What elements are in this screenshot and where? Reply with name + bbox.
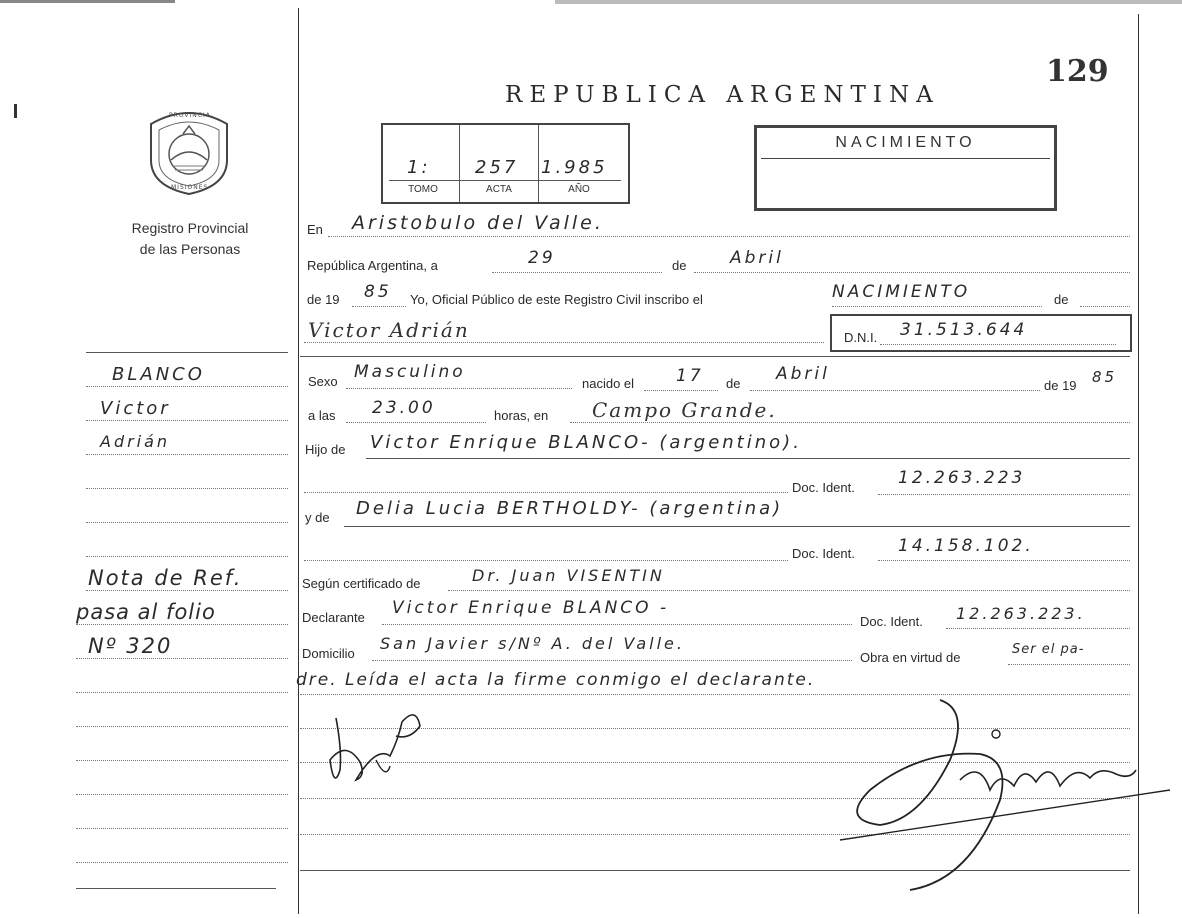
seal-lettering-bottom: MISIONES [171, 184, 209, 191]
de-label-2: de [1054, 292, 1069, 307]
record-number-box [381, 123, 630, 204]
margin-note-1: Nota de Ref. [88, 566, 243, 590]
hijo-label: Hijo de [305, 442, 346, 457]
hour-value: 23.00 [372, 398, 436, 418]
dni-value: 31.513.644 [900, 320, 1028, 340]
folio-number: 129 [1046, 54, 1109, 89]
ano-value: 1.985 [541, 157, 608, 178]
dni-label: D.N.I. [844, 330, 878, 345]
birth-year-suffix: 85 [1092, 368, 1118, 386]
official-signature [800, 690, 1170, 900]
sexo-label: Sexo [308, 374, 338, 389]
margin-surname: BLANCO [112, 364, 205, 385]
mother-value: Delia Lucia BERTHOLDY- (argentina) [356, 498, 784, 519]
page-left-border [298, 8, 299, 914]
declarante-value: Victor Enrique BLANCO - [392, 598, 670, 618]
birth-month: Abril [776, 364, 830, 384]
tomo-label: TOMO [408, 184, 438, 195]
record-type-box [754, 125, 1057, 211]
declarante-label: Declarante [302, 610, 365, 625]
place-value: Aristobulo del Valle. [352, 212, 604, 234]
registry-line-2: de las Personas [139, 241, 241, 257]
obra-label: Obra en virtud de [860, 650, 961, 665]
margin-note-2: pasa al folio [76, 600, 216, 624]
registry-name [90, 218, 290, 260]
year-suffix: 85 [364, 282, 392, 302]
country-title: REPUBLICA ARGENTINA [505, 82, 940, 108]
birth-day: 17 [676, 366, 704, 386]
mother-doc-label: Doc. Ident. [792, 546, 855, 561]
margin-note-3: Nº 320 [88, 634, 173, 658]
margin-second-name: Adrián [100, 432, 171, 451]
provincial-seal [143, 104, 235, 196]
top-edge-shadow [0, 0, 175, 3]
registry-line-1: Registro Provincial [131, 220, 249, 236]
acta-value: 257 [475, 157, 519, 178]
yo-text: Yo, Oficial Público de este Registro Civil inscribo el [410, 292, 703, 307]
seal-lettering: PROVINCIA [169, 112, 211, 119]
father-doc-label: Doc. Ident. [792, 480, 855, 495]
margin-first-name: Victor [100, 398, 171, 419]
republica-label: República Argentina, a [307, 258, 438, 273]
father-doc-value: 12.263.223 [898, 468, 1026, 488]
declarante-doc-value: 12.263.223. [956, 604, 1086, 623]
record-type-label: NACIMIENTO [835, 134, 976, 151]
obra-value: Ser el pa- [1012, 642, 1085, 657]
nacido-label: nacido el [582, 376, 635, 391]
sexo-value: Masculino [354, 362, 466, 382]
father-value: Victor Enrique BLANCO- (argentino). [370, 432, 802, 453]
horas-label: horas, en [494, 408, 549, 423]
tomo-value: 1: [407, 157, 431, 178]
inscription-type: NACIMIENTO [832, 282, 971, 302]
segun-label: Según certificado de [302, 576, 421, 591]
acta-label: ACTA [486, 184, 512, 195]
yde-label: y de [305, 510, 330, 525]
de-label-3: de [726, 376, 741, 391]
domicilio-value: San Javier s/Nº A. del Valle. [380, 634, 685, 653]
de-label: de [672, 258, 687, 273]
mother-doc-value: 14.158.102. [898, 536, 1034, 556]
top-edge-shadow-right [555, 0, 1182, 4]
de19-label-2: de 19 [1044, 378, 1077, 393]
certificate-value: Dr. Juan VISENTIN [472, 566, 665, 585]
day-value: 29 [528, 248, 556, 268]
alas-label: a las [308, 408, 336, 423]
birth-place: Campo Grande. [592, 398, 777, 422]
de19-label: de 19 [307, 292, 340, 307]
name-value: Victor Adrián [308, 318, 470, 342]
declarante-doc-label: Doc. Ident. [860, 614, 923, 629]
declarant-signature [316, 700, 436, 800]
en-label: En [307, 222, 323, 237]
ano-label: AÑO [568, 184, 590, 195]
month-value: Abril [730, 248, 784, 268]
domicilio-label: Domicilio [302, 646, 355, 661]
continuation-text: dre. Leída el acta la firme conmigo el declarante. [296, 670, 816, 690]
